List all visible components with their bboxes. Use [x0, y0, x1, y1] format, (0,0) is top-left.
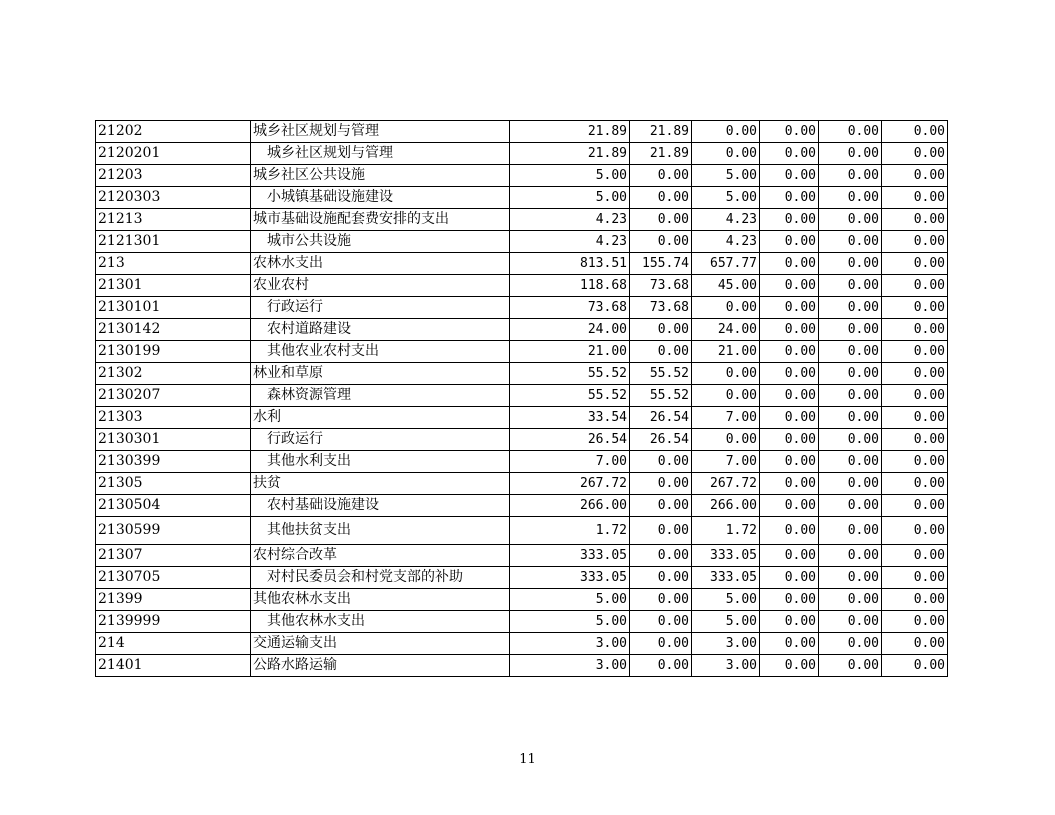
table-row	[96, 473, 948, 495]
table-row	[96, 297, 948, 319]
table-body	[96, 121, 948, 677]
amount-cell: 5.00	[692, 611, 760, 633]
amount-cell: 0.00	[819, 655, 882, 677]
table-row	[96, 567, 948, 589]
subject-code-cell: 2120303	[96, 187, 251, 209]
amount-cell: 0.00	[882, 495, 948, 517]
amount-cell: 55.52	[630, 385, 692, 407]
table-row	[96, 143, 948, 165]
subject-name-cell: 行政运行	[251, 297, 510, 319]
amount-cell: 0.00	[882, 187, 948, 209]
amount-cell: 0.00	[819, 611, 882, 633]
subject-name-cell: 农村基础设施建设	[251, 495, 510, 517]
subject-code-cell: 2130142	[96, 319, 251, 341]
amount-cell: 0.00	[882, 545, 948, 567]
amount-cell: 3.00	[510, 655, 630, 677]
subject-name-cell: 其他农林水支出	[251, 589, 510, 611]
table-row	[96, 633, 948, 655]
subject-name-cell: 城乡社区公共设施	[251, 165, 510, 187]
amount-cell: 0.00	[819, 209, 882, 231]
amount-cell: 4.23	[510, 231, 630, 253]
amount-cell: 0.00	[630, 545, 692, 567]
amount-cell: 0.00	[882, 589, 948, 611]
amount-cell: 21.89	[510, 143, 630, 165]
amount-cell: 1.72	[692, 517, 760, 545]
amount-cell: 0.00	[819, 165, 882, 187]
amount-cell: 0.00	[882, 655, 948, 677]
amount-cell: 21.89	[510, 121, 630, 143]
amount-cell: 0.00	[760, 319, 819, 341]
amount-cell: 0.00	[630, 187, 692, 209]
table-row	[96, 209, 948, 231]
amount-cell: 0.00	[882, 611, 948, 633]
amount-cell: 0.00	[819, 275, 882, 297]
amount-cell: 3.00	[692, 633, 760, 655]
amount-cell: 5.00	[692, 589, 760, 611]
amount-cell: 0.00	[819, 473, 882, 495]
table-row	[96, 275, 948, 297]
subject-name-cell: 农村综合改革	[251, 545, 510, 567]
table-row	[96, 187, 948, 209]
amount-cell: 0.00	[819, 319, 882, 341]
amount-cell: 0.00	[819, 341, 882, 363]
subject-code-cell: 21307	[96, 545, 251, 567]
amount-cell: 0.00	[760, 473, 819, 495]
amount-cell: 0.00	[819, 589, 882, 611]
subject-code-cell: 2130599	[96, 517, 251, 545]
amount-cell: 55.52	[630, 363, 692, 385]
amount-cell: 4.23	[692, 231, 760, 253]
amount-cell: 0.00	[760, 297, 819, 319]
amount-cell: 0.00	[819, 385, 882, 407]
amount-cell: 0.00	[760, 143, 819, 165]
subject-name-cell: 小城镇基础设施建设	[251, 187, 510, 209]
amount-cell: 333.05	[692, 567, 760, 589]
amount-cell: 73.68	[630, 297, 692, 319]
amount-cell: 0.00	[760, 429, 819, 451]
subject-code-cell: 213	[96, 253, 251, 275]
amount-cell: 7.00	[510, 451, 630, 473]
amount-cell: 0.00	[630, 567, 692, 589]
amount-cell: 0.00	[760, 275, 819, 297]
amount-cell: 0.00	[630, 473, 692, 495]
amount-cell: 118.68	[510, 275, 630, 297]
amount-cell: 0.00	[819, 407, 882, 429]
amount-cell: 0.00	[882, 143, 948, 165]
amount-cell: 0.00	[882, 517, 948, 545]
subject-name-cell: 其他扶贫支出	[251, 517, 510, 545]
amount-cell: 5.00	[510, 187, 630, 209]
amount-cell: 3.00	[510, 633, 630, 655]
amount-cell: 73.68	[510, 297, 630, 319]
amount-cell: 0.00	[760, 567, 819, 589]
amount-cell: 0.00	[819, 297, 882, 319]
subject-name-cell: 农村道路建设	[251, 319, 510, 341]
amount-cell: 0.00	[630, 633, 692, 655]
subject-code-cell: 214	[96, 633, 251, 655]
amount-cell: 0.00	[630, 611, 692, 633]
amount-cell: 0.00	[882, 429, 948, 451]
subject-name-cell: 水利	[251, 407, 510, 429]
amount-cell: 0.00	[882, 451, 948, 473]
amount-cell: 0.00	[692, 143, 760, 165]
amount-cell: 0.00	[760, 253, 819, 275]
amount-cell: 0.00	[819, 231, 882, 253]
amount-cell: 7.00	[692, 451, 760, 473]
table-row	[96, 407, 948, 429]
amount-cell: 0.00	[882, 253, 948, 275]
table-row	[96, 611, 948, 633]
amount-cell: 1.72	[510, 517, 630, 545]
amount-cell: 0.00	[760, 407, 819, 429]
amount-cell: 26.54	[510, 429, 630, 451]
amount-cell: 0.00	[630, 451, 692, 473]
amount-cell: 21.00	[510, 341, 630, 363]
subject-name-cell: 行政运行	[251, 429, 510, 451]
amount-cell: 0.00	[819, 429, 882, 451]
amount-cell: 0.00	[760, 633, 819, 655]
amount-cell: 24.00	[692, 319, 760, 341]
amount-cell: 0.00	[882, 275, 948, 297]
table-row	[96, 589, 948, 611]
amount-cell: 0.00	[760, 363, 819, 385]
amount-cell: 26.54	[630, 407, 692, 429]
table-row	[96, 545, 948, 567]
subject-code-cell: 21305	[96, 473, 251, 495]
amount-cell: 0.00	[760, 231, 819, 253]
amount-cell: 5.00	[510, 165, 630, 187]
amount-cell: 4.23	[510, 209, 630, 231]
subject-code-cell: 2130199	[96, 341, 251, 363]
amount-cell: 0.00	[692, 429, 760, 451]
table-row	[96, 165, 948, 187]
amount-cell: 0.00	[882, 473, 948, 495]
budget-table	[95, 120, 948, 677]
amount-cell: 0.00	[819, 121, 882, 143]
amount-cell: 0.00	[882, 209, 948, 231]
subject-code-cell: 2120201	[96, 143, 251, 165]
subject-name-cell: 农业农村	[251, 275, 510, 297]
amount-cell: 0.00	[882, 407, 948, 429]
subject-code-cell: 21302	[96, 363, 251, 385]
table-row	[96, 121, 948, 143]
subject-code-cell: 2130504	[96, 495, 251, 517]
amount-cell: 0.00	[692, 385, 760, 407]
amount-cell: 0.00	[630, 209, 692, 231]
amount-cell: 0.00	[819, 143, 882, 165]
amount-cell: 333.05	[510, 545, 630, 567]
amount-cell: 0.00	[819, 545, 882, 567]
table-row	[96, 495, 948, 517]
amount-cell: 0.00	[882, 121, 948, 143]
amount-cell: 0.00	[692, 121, 760, 143]
amount-cell: 0.00	[630, 517, 692, 545]
amount-cell: 0.00	[760, 655, 819, 677]
amount-cell: 45.00	[692, 275, 760, 297]
page-number: 11	[519, 752, 536, 767]
subject-name-cell: 交通运输支出	[251, 633, 510, 655]
amount-cell: 0.00	[819, 451, 882, 473]
amount-cell: 813.51	[510, 253, 630, 275]
amount-cell: 5.00	[692, 165, 760, 187]
amount-cell: 0.00	[882, 567, 948, 589]
table-row	[96, 363, 948, 385]
amount-cell: 0.00	[760, 517, 819, 545]
subject-name-cell: 农林水支出	[251, 253, 510, 275]
subject-name-cell: 其他农林水支出	[251, 611, 510, 633]
amount-cell: 0.00	[819, 517, 882, 545]
amount-cell: 267.72	[692, 473, 760, 495]
table-row	[96, 253, 948, 275]
subject-code-cell: 2130207	[96, 385, 251, 407]
subject-code-cell: 21202	[96, 121, 251, 143]
amount-cell: 0.00	[630, 231, 692, 253]
subject-code-cell: 2130301	[96, 429, 251, 451]
amount-cell: 0.00	[760, 385, 819, 407]
amount-cell: 26.54	[630, 429, 692, 451]
amount-cell: 73.68	[630, 275, 692, 297]
amount-cell: 0.00	[692, 297, 760, 319]
amount-cell: 5.00	[510, 611, 630, 633]
subject-name-cell: 公路水路运输	[251, 655, 510, 677]
subject-name-cell: 城乡社区规划与管理	[251, 143, 510, 165]
table-row	[96, 319, 948, 341]
amount-cell: 333.05	[692, 545, 760, 567]
subject-name-cell: 城乡社区规划与管理	[251, 121, 510, 143]
amount-cell: 0.00	[630, 319, 692, 341]
subject-code-cell: 21399	[96, 589, 251, 611]
amount-cell: 55.52	[510, 363, 630, 385]
amount-cell: 0.00	[760, 545, 819, 567]
amount-cell: 0.00	[882, 363, 948, 385]
amount-cell: 155.74	[630, 253, 692, 275]
amount-cell: 0.00	[760, 121, 819, 143]
amount-cell: 0.00	[760, 187, 819, 209]
subject-code-cell: 2130705	[96, 567, 251, 589]
amount-cell: 0.00	[882, 633, 948, 655]
amount-cell: 0.00	[630, 495, 692, 517]
table-row	[96, 517, 948, 545]
subject-code-cell: 21303	[96, 407, 251, 429]
subject-code-cell: 2139999	[96, 611, 251, 633]
subject-code-cell: 2130399	[96, 451, 251, 473]
amount-cell: 21.00	[692, 341, 760, 363]
amount-cell: 0.00	[760, 451, 819, 473]
subject-code-cell: 21401	[96, 655, 251, 677]
subject-name-cell: 对村民委员会和村党支部的补助	[251, 567, 510, 589]
subject-name-cell: 其他农业农村支出	[251, 341, 510, 363]
amount-cell: 0.00	[630, 341, 692, 363]
amount-cell: 5.00	[692, 187, 760, 209]
amount-cell: 0.00	[760, 341, 819, 363]
amount-cell: 0.00	[819, 567, 882, 589]
amount-cell: 0.00	[760, 495, 819, 517]
amount-cell: 0.00	[882, 319, 948, 341]
table-row	[96, 231, 948, 253]
amount-cell: 5.00	[510, 589, 630, 611]
subject-code-cell: 21203	[96, 165, 251, 187]
amount-cell: 0.00	[819, 363, 882, 385]
amount-cell: 0.00	[882, 165, 948, 187]
amount-cell: 0.00	[760, 165, 819, 187]
amount-cell: 0.00	[630, 589, 692, 611]
amount-cell: 0.00	[882, 297, 948, 319]
amount-cell: 33.54	[510, 407, 630, 429]
table-row	[96, 655, 948, 677]
amount-cell: 0.00	[882, 341, 948, 363]
amount-cell: 266.00	[510, 495, 630, 517]
subject-name-cell: 城市公共设施	[251, 231, 510, 253]
amount-cell: 0.00	[819, 633, 882, 655]
amount-cell: 0.00	[819, 187, 882, 209]
amount-cell: 0.00	[819, 253, 882, 275]
subject-name-cell: 其他水利支出	[251, 451, 510, 473]
subject-name-cell: 扶贫	[251, 473, 510, 495]
table-row	[96, 451, 948, 473]
amount-cell: 55.52	[510, 385, 630, 407]
subject-code-cell: 2121301	[96, 231, 251, 253]
amount-cell: 24.00	[510, 319, 630, 341]
amount-cell: 0.00	[819, 495, 882, 517]
table-row	[96, 341, 948, 363]
amount-cell: 0.00	[630, 655, 692, 677]
amount-cell: 3.00	[692, 655, 760, 677]
amount-cell: 0.00	[760, 209, 819, 231]
subject-code-cell: 21213	[96, 209, 251, 231]
amount-cell: 0.00	[882, 231, 948, 253]
amount-cell: 0.00	[760, 589, 819, 611]
subject-name-cell: 林业和草原	[251, 363, 510, 385]
amount-cell: 0.00	[630, 165, 692, 187]
amount-cell: 4.23	[692, 209, 760, 231]
amount-cell: 0.00	[760, 611, 819, 633]
subject-name-cell: 森林资源管理	[251, 385, 510, 407]
amount-cell: 0.00	[692, 363, 760, 385]
subject-code-cell: 2130101	[96, 297, 251, 319]
table-row	[96, 385, 948, 407]
amount-cell: 657.77	[692, 253, 760, 275]
amount-cell: 21.89	[630, 121, 692, 143]
amount-cell: 21.89	[630, 143, 692, 165]
subject-name-cell: 城市基础设施配套费安排的支出	[251, 209, 510, 231]
subject-code-cell: 21301	[96, 275, 251, 297]
amount-cell: 333.05	[510, 567, 630, 589]
amount-cell: 0.00	[882, 385, 948, 407]
amount-cell: 266.00	[692, 495, 760, 517]
amount-cell: 267.72	[510, 473, 630, 495]
amount-cell: 7.00	[692, 407, 760, 429]
table-row	[96, 429, 948, 451]
